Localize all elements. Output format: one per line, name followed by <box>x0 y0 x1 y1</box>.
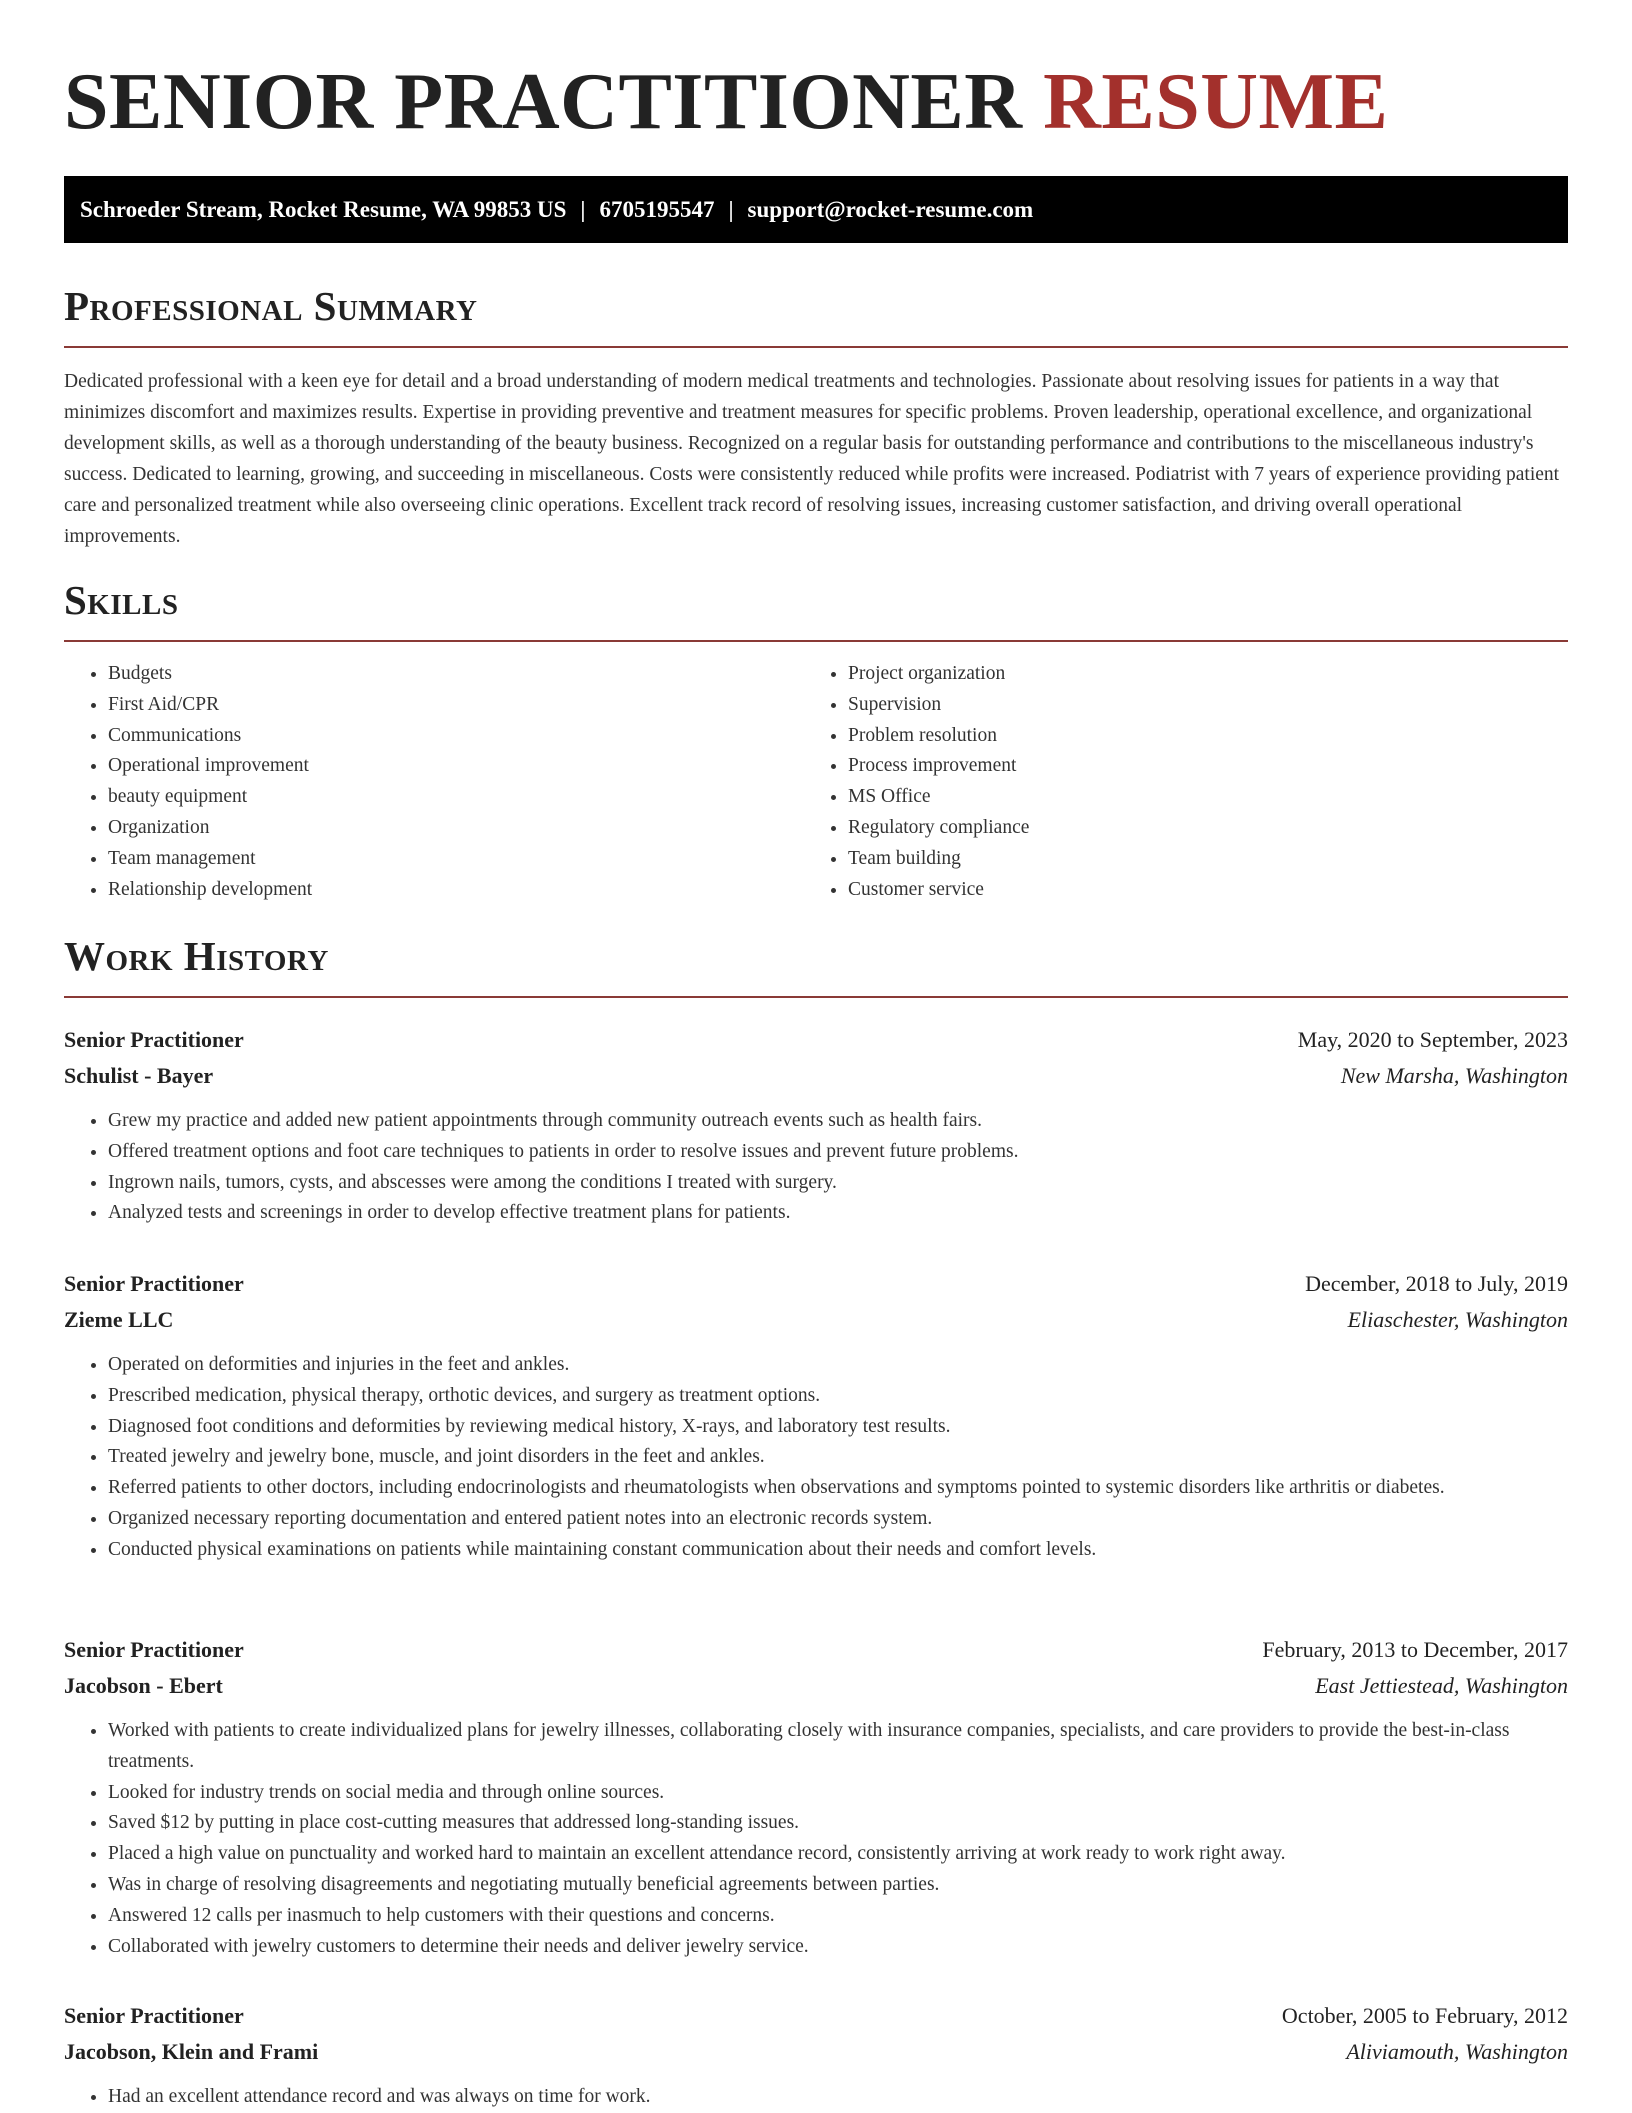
skills-column-left <box>64 659 804 905</box>
list-item: • Communications <box>108 721 804 752</box>
list-item: • Was in charge of resolving disagreements and negotiating mutually beneficial agreements between parties. <box>108 1870 1568 1901</box>
list-item: • Collaborated with jewelry customers to determine their needs and deliver jewelry service. <box>108 1932 1568 1963</box>
job-title-row <box>64 1266 1568 1302</box>
job-duties-list <box>64 1350 1568 1566</box>
list-item: • Prescribed medication, physical therapy, orthotic devices, and surgery as treatment options. <box>108 1381 1568 1412</box>
job-dates: October, 2005 to February, 2012 <box>1281 2003 1568 2028</box>
job-dates: December, 2018 to July, 2019 <box>1305 1271 1568 1296</box>
list-item: • Grew my practice and added new patient appointments through community outreach events such as health fairs. <box>108 1106 1568 1137</box>
list-item: • MS Office <box>848 782 1544 813</box>
skills-heading: Skills <box>64 576 1568 642</box>
list-item: • Supervision <box>848 690 1544 721</box>
contact-bar <box>64 176 1568 243</box>
list-item: • Treated jewelry and jewelry bone, muscle, and joint disorders in the feet and ankles. <box>108 1442 1568 1473</box>
list-item: • Organization <box>108 813 804 844</box>
job-company: Schulist - Bayer <box>64 1063 214 1088</box>
list-item: • Process improvement <box>848 751 1544 782</box>
job-location: New Marsha, Washington <box>1340 1063 1568 1088</box>
list-item: • beauty equipment <box>108 782 804 813</box>
contact-email[interactable]: support@rocket-resume.com <box>747 197 1034 222</box>
job-company: Jacobson, Klein and Frami <box>64 2039 319 2064</box>
job-company-row <box>64 1058 1568 1094</box>
job-dates: May, 2020 to September, 2023 <box>1297 1027 1568 1052</box>
job-dates: February, 2013 to December, 2017 <box>1262 1637 1568 1662</box>
job-entry <box>64 1998 1568 2113</box>
list-item: • Operational improvement <box>108 751 804 782</box>
job-title-row <box>64 1998 1568 2034</box>
job-company-row <box>64 2034 1568 2070</box>
title-accent: RESUME <box>1043 58 1389 146</box>
list-item: • Ingrown nails, tumors, cysts, and abscesses were among the conditions I treated with surgery. <box>108 1168 1568 1199</box>
list-item: • Worked with patients to create individualized plans for jewelry illnesses, collaborating closely with insurance companies, specialists, and care providers to provide the best-in-class treatments. <box>108 1716 1568 1778</box>
page-title <box>64 56 1388 148</box>
job-entry <box>64 1266 1568 1566</box>
contact-address: Schroeder Stream, Rocket Resume, WA 99853 US <box>80 197 567 222</box>
list-item: • Operated on deformities and injuries in the feet and ankles. <box>108 1350 1568 1381</box>
list-item: • Conducted physical examinations on patients while maintaining constant communication about their needs and comfort levels. <box>108 1535 1568 1566</box>
list-item: • Team management <box>108 844 804 875</box>
job-entry <box>64 1022 1568 1229</box>
job-location: Aliviamouth, Washington <box>1346 2039 1568 2064</box>
title-main: SENIOR PRACTITIONER <box>64 58 1023 146</box>
list-item: • Looked for industry trends on social media and through online sources. <box>108 1778 1568 1809</box>
job-duties-list <box>64 1106 1568 1229</box>
job-title: Senior Practitioner <box>64 2003 244 2028</box>
list-item: • Referred patients to other doctors, including endocrinologists and rheumatologists when observations and symptoms pointed to systemic disorders like arthritis or diabetes. <box>108 1473 1568 1504</box>
summary-heading: Professional Summary <box>64 282 1568 348</box>
skills-left-list <box>64 659 804 905</box>
job-entry <box>64 1632 1568 1962</box>
list-item: • Team building <box>848 844 1544 875</box>
job-location: East Jettiestead, Washington <box>1315 1673 1568 1698</box>
list-item: • Budgets <box>108 659 804 690</box>
list-item: • Analyzed tests and screenings in order to develop effective treatment plans for patients. <box>108 1198 1568 1229</box>
list-item: • Diagnosed foot conditions and deformities by reviewing medical history, X-rays, and laboratory test results. <box>108 1412 1568 1443</box>
list-item: • Regulatory compliance <box>848 813 1544 844</box>
contact-separator: | <box>728 197 734 222</box>
list-item: • First Aid/CPR <box>108 690 804 721</box>
contact-phone: 6705195547 <box>599 197 715 222</box>
summary-text: Dedicated professional with a keen eye for detail and a broad understanding of modern medical treatments and technologies. Passionate about resolving issues for patients in a way that minimizes discomfort and maximizes results. Expertise in providing preventive and treatment measures for specific problems. Proven leadership, operational excellence, and organizational development skills, as well as a thorough understanding of the beauty business. Recognized on a regular basis for outstanding performance and contributions to the miscellaneous industry's success. Dedicated to learning, growing, and succeeding in miscellaneous. Costs were consistently reduced while profits were increased. Podiatrist with 7 years of experience providing patient care and personalized treatment while also overseeing clinic operations. Excellent track record of resolving issues, increasing customer satisfaction, and driving overall operational improvements. <box>64 371 1560 547</box>
job-company-row <box>64 1302 1568 1338</box>
work-heading: Work History <box>64 932 1568 998</box>
job-duties-list <box>64 2082 1568 2113</box>
list-item: • Customer service <box>848 875 1544 906</box>
list-item: • Problem resolution <box>848 721 1544 752</box>
job-title-row <box>64 1022 1568 1058</box>
skills-column-right <box>804 659 1544 905</box>
list-item: • Placed a high value on punctuality and worked hard to maintain an excellent attendance record, consistently arriving at work ready to work right away. <box>108 1839 1568 1870</box>
list-item: • Answered 12 calls per inasmuch to help customers with their questions and concerns. <box>108 1901 1568 1932</box>
list-item: • Offered treatment options and foot care techniques to patients in order to resolve issues and prevent future problems. <box>108 1137 1568 1168</box>
job-duties-list <box>64 1716 1568 1962</box>
job-company: Jacobson - Ebert <box>64 1673 223 1698</box>
job-location: Eliaschester, Washington <box>1347 1307 1568 1332</box>
job-title-row <box>64 1632 1568 1668</box>
list-item: • Organized necessary reporting documentation and entered patient notes into an electronic records system. <box>108 1504 1568 1535</box>
list-item: • Saved $12 by putting in place cost-cutting measures that addressed long-standing issues. <box>108 1808 1568 1839</box>
job-title: Senior Practitioner <box>64 1271 244 1296</box>
job-title: Senior Practitioner <box>64 1027 244 1052</box>
job-title: Senior Practitioner <box>64 1637 244 1662</box>
list-item: • Had an excellent attendance record and was always on time for work. <box>108 2082 1568 2113</box>
contact-separator: | <box>580 197 586 222</box>
list-item: • Project organization <box>848 659 1544 690</box>
skills-right-list <box>804 659 1544 905</box>
job-company: Zieme LLC <box>64 1307 174 1332</box>
job-company-row <box>64 1668 1568 1704</box>
list-item: • Relationship development <box>108 875 804 906</box>
